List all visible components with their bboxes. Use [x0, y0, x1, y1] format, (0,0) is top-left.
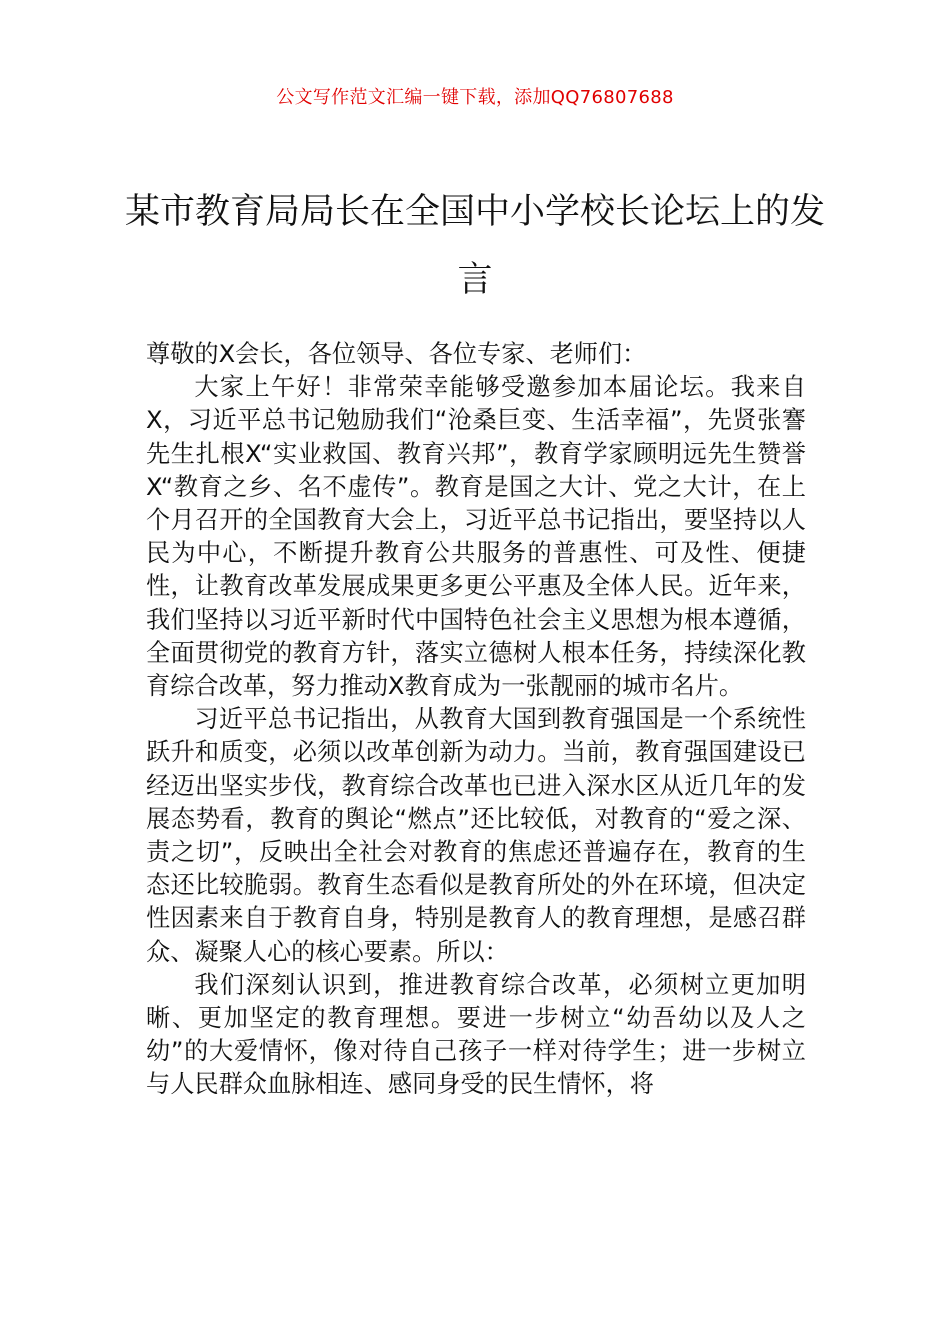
paragraph: 我们深刻认识到，推进教育综合改革，必须树立更加明晰、更加坚定的教育理想。要进一步树立“幼吾幼以及人之幼”的大爱情怀，像对待自己孩子一样对待学生；进一步树立与人民群众血脉相连、感同身受的民生情怀，将	[146, 970, 806, 1099]
download-banner: 公文写作范文汇编一键下载，添加QQ76807688	[276, 87, 674, 108]
salutation: 尊敬的X会长，各位领导、各位专家、老师们：	[146, 340, 647, 368]
paragraph: 习近平总书记指出，从教育大国到教育强国是一个系统性跃升和质变，必须以改革创新为动力。当前，教育强国建设已经迈出坚实步伐，教育综合改革也已进入深水区从近几年的发展态势看，教育的舆论“燃点”还比较低，对教育的“爱之深、责之切”，反映出全社会对教育的焦虑还普遍存在，教育的生态还比较脆弱。教育生态看似是教育所处的外在环境，但决定性因素来自于教育自身，特别是教育人的教育理想，是感召群众、凝聚人心的核心要素。所以：	[146, 705, 806, 966]
paragraph: 大家上午好！非常荣幸能够受邀参加本届论坛。我来自X，习近平总书记勉励我们“沧桑巨变、生活幸福”，先贤张謇先生扎根X“实业救国、教育兴邦”，教育学家顾明远先生赞誉X“教育之乡、名不虚传”。教育是国之大计、党之大计，在上个月召开的全国教育大会上，习近平总书记指出，要坚持以人民为中心，不断提升教育公共服务的普惠性、可及性、便捷性，让教育改革发展成果更多更公平惠及全体人民。近年来，我们坚持以习近平新时代中国特色社会主义思想为根本遵循，全面贯彻党的教育方针，落实立德树人根本任务，持续深化教育综合改革，努力推动X教育成为一张靓丽的城市名片。	[146, 373, 806, 701]
page-title: 某市教育局局长在全国中小学校长论坛上的发言	[124, 192, 825, 300]
document-body	[146, 338, 806, 1102]
